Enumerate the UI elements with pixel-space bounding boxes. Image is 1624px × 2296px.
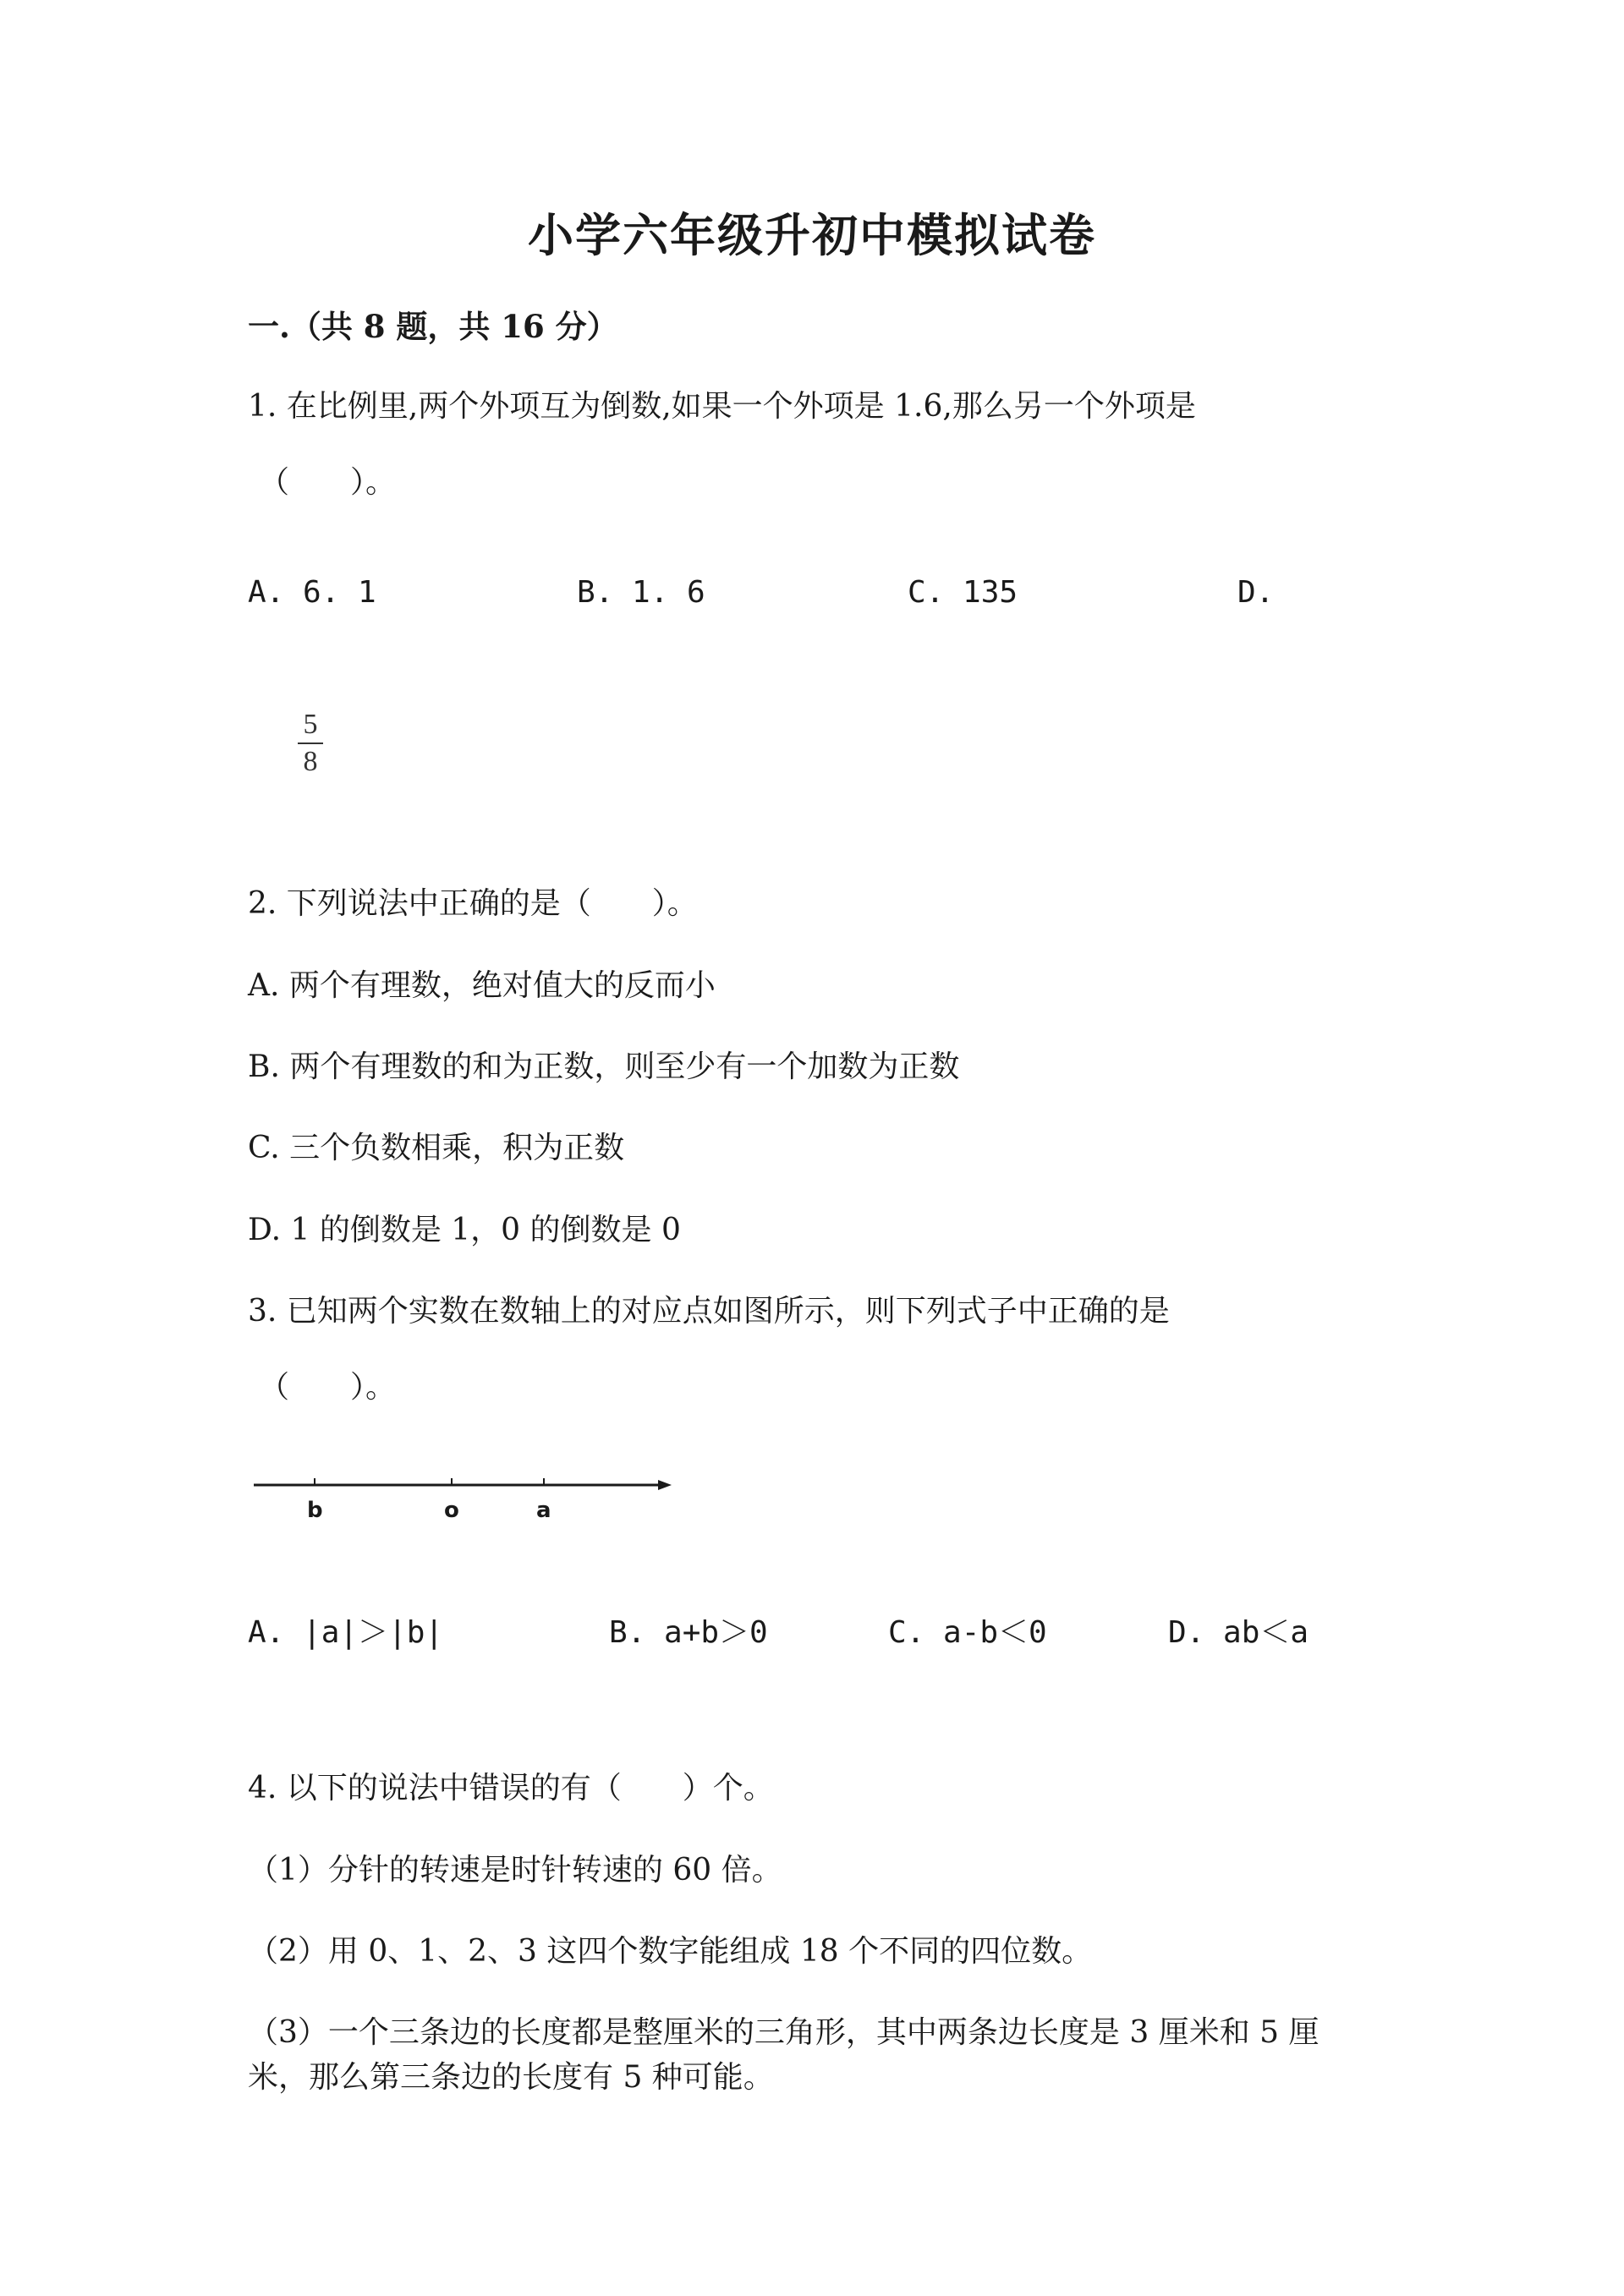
fraction-denominator: 8 xyxy=(303,746,318,777)
section-heading: 一.（共 8 题，共 16 分） xyxy=(248,308,618,345)
question-2-option-d: D. 1 的倒数是 1，0 的倒数是 0 xyxy=(248,1213,681,1247)
question-3-option-c: C. a-b＜0 xyxy=(888,1615,1047,1650)
question-3-stem-line2: （ ）。 xyxy=(259,1370,397,1405)
question-3-option-a: A. |a|＞|b| xyxy=(248,1615,444,1650)
question-4-item-1: （1）分针的转速是时针转速的 60 倍。 xyxy=(248,1853,782,1888)
number-line-figure xyxy=(254,1463,685,1531)
question-3-stem-line1: 3. 已知两个实数在数轴上的对应点如图所示，则下列式子中正确的是 xyxy=(248,1294,1170,1329)
label-o: o xyxy=(444,1498,459,1523)
question-2-option-a: A. 两个有理数，绝对值大的反而小 xyxy=(248,968,716,1003)
question-1-option-b: B. 1. 6 xyxy=(577,575,705,610)
question-2-stem: 2. 下列说法中正确的是（ ）。 xyxy=(248,886,698,921)
question-3-option-d: D. ab＜a xyxy=(1168,1615,1309,1650)
question-4-item-3-line2: 米，那么第三条边的长度有 5 种可能。 xyxy=(248,2060,774,2095)
question-2-option-b: B. 两个有理数的和为正数，则至少有一个加数为正数 xyxy=(248,1049,960,1084)
question-1-option-a: A. 6. 1 xyxy=(248,575,376,610)
question-3-option-b: B. a+b＞0 xyxy=(609,1615,768,1650)
question-1-stem-line2: （ ）。 xyxy=(259,465,397,500)
question-1-option-d: D. xyxy=(1237,575,1275,610)
question-4-item-3-line1: （3）一个三条边的长度都是整厘米的三角形，其中两条边长度是 3 厘米和 5 厘 xyxy=(248,2015,1320,2050)
number-line-arrow-icon xyxy=(658,1480,672,1490)
question-1-option-c: C. 135 xyxy=(908,575,1018,610)
question-1-option-d-fraction xyxy=(298,709,323,778)
fraction-bar xyxy=(298,743,323,744)
question-2-option-c: C. 三个负数相乘，积为正数 xyxy=(248,1131,625,1165)
label-b: b xyxy=(307,1498,323,1523)
page-title: 小学六年级升初中模拟试卷 xyxy=(528,208,1096,262)
fraction-numerator: 5 xyxy=(303,709,318,740)
label-a: a xyxy=(536,1498,551,1523)
question-1-stem-line1: 1. 在比例里,两个外项互为倒数,如果一个外项是 1.6,那么另一个外项是 xyxy=(248,389,1196,424)
question-4-stem: 4. 以下的说法中错误的有（ ）个。 xyxy=(248,1771,774,1806)
question-4-item-2: （2）用 0、1、2、3 这四个数字能组成 18 个不同的四位数。 xyxy=(248,1934,1093,1969)
